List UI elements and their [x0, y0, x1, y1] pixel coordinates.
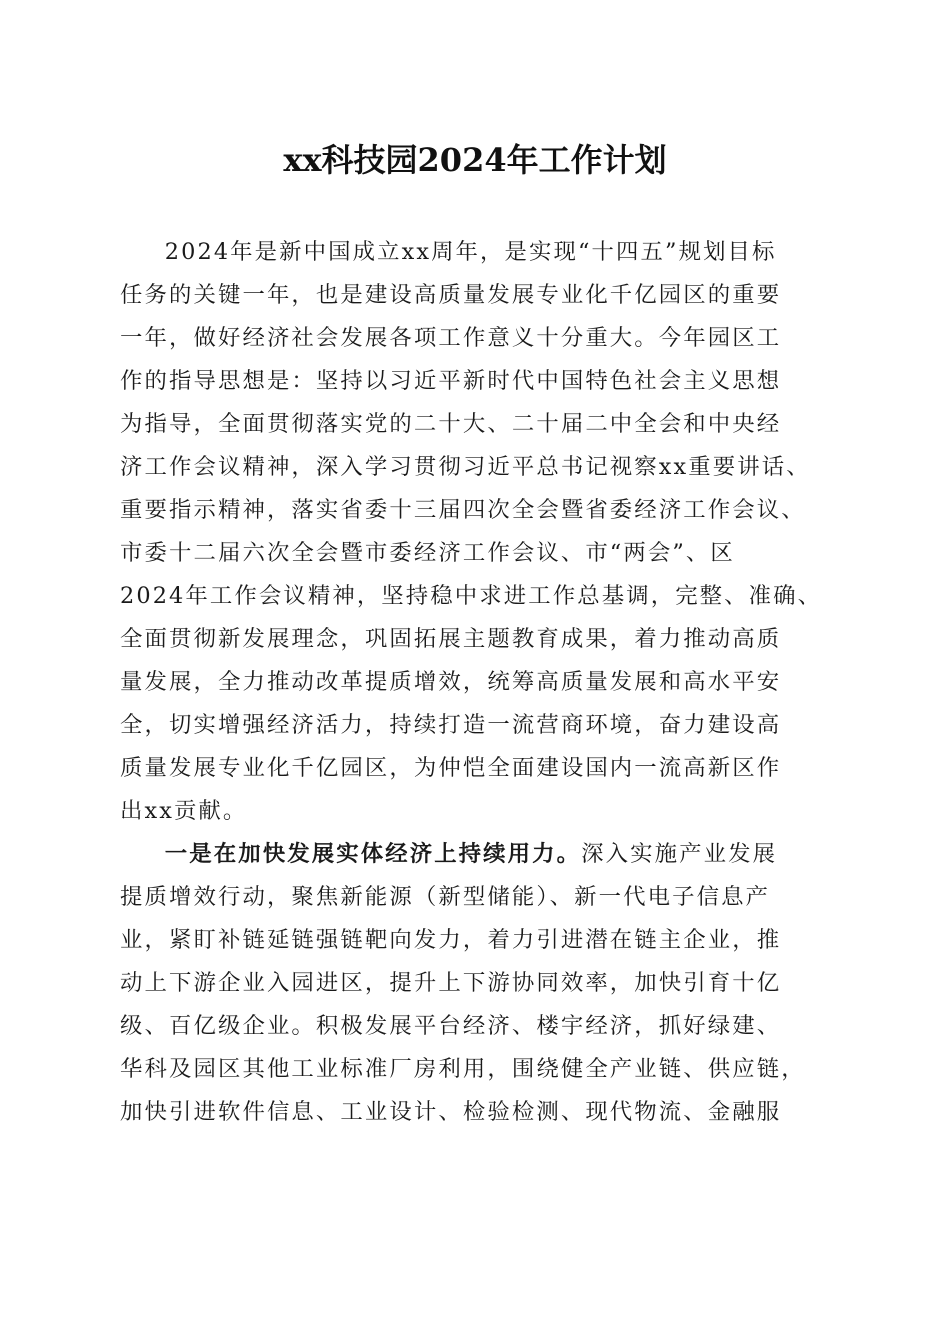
- paragraph-intro: [120, 231, 832, 833]
- document-title: xx科技园2024年工作计划: [283, 141, 667, 179]
- text-line: 一年，做好经济社会发展各项工作意义十分重大。今年园区工: [120, 325, 782, 351]
- paragraph-lead-rest: 深入实施产业发展: [581, 841, 778, 867]
- text-line: 华科及园区其他工业标准厂房利用，围绕健全产业链、供应链，: [120, 1056, 806, 1082]
- text-line: [120, 833, 832, 876]
- paragraph-lead-heading: 一是在加快发展实体经济上持续用力。: [164, 841, 582, 867]
- text-line: 全，切实增强经济活力，持续打造一流营商环境，奋力建设高: [120, 712, 782, 738]
- document-body: [120, 231, 832, 1134]
- text-line: 质量发展专业化千亿园区，为仲恺全面建设国内一流高新区作: [120, 755, 782, 781]
- text-line: 重要指示精神，落实省委十三届四次全会暨省委经济工作会议、: [120, 497, 806, 523]
- text-line: 2024年是新中国成立xx周年，是实现“十四五”规划目标: [164, 239, 777, 265]
- text-line: 提质增效行动，聚焦新能源（新型储能）、新一代电子信息产: [120, 884, 771, 910]
- text-line: 级、百亿级企业。积极发展平台经济、楼宇经济，抓好绿建、: [120, 1013, 782, 1039]
- text-line: 任务的关键一年，也是建设高质量发展专业化千亿园区的重要: [120, 282, 782, 308]
- text-line: 2024年工作会议精神，坚持稳中求进工作总基调，完整、准确、: [120, 583, 823, 609]
- text-line: 动上下游企业入园进区，提升上下游协同效率，加快引育十亿: [120, 970, 782, 996]
- text-line: 加快引进软件信息、工业设计、检验检测、现代物流、金融服: [120, 1099, 782, 1125]
- text-line: 全面贯彻新发展理念，巩固拓展主题教育成果，着力推动高质: [120, 626, 782, 652]
- text-line: 量发展，全力推动改革提质增效，统筹高质量发展和高水平安: [120, 669, 782, 695]
- text-line: 市委十二届六次全会暨市委经济工作会议、市“两会”、区: [120, 540, 735, 566]
- text-line: 为指导，全面贯彻落实党的二十大、二十届二中全会和中央经: [120, 411, 782, 437]
- paragraph-point-one: [120, 833, 832, 1134]
- text-line: 业，紧盯补链延链强链靶向发力，着力引进潜在链主企业，推: [120, 927, 782, 953]
- text-line: 济工作会议精神，深入学习贯彻习近平总书记视察xx重要讲话、: [120, 454, 811, 480]
- text-line: 出xx贡献。: [120, 798, 248, 824]
- text-line: 作的指导思想是：坚持以习近平新时代中国特色社会主义思想: [120, 368, 782, 394]
